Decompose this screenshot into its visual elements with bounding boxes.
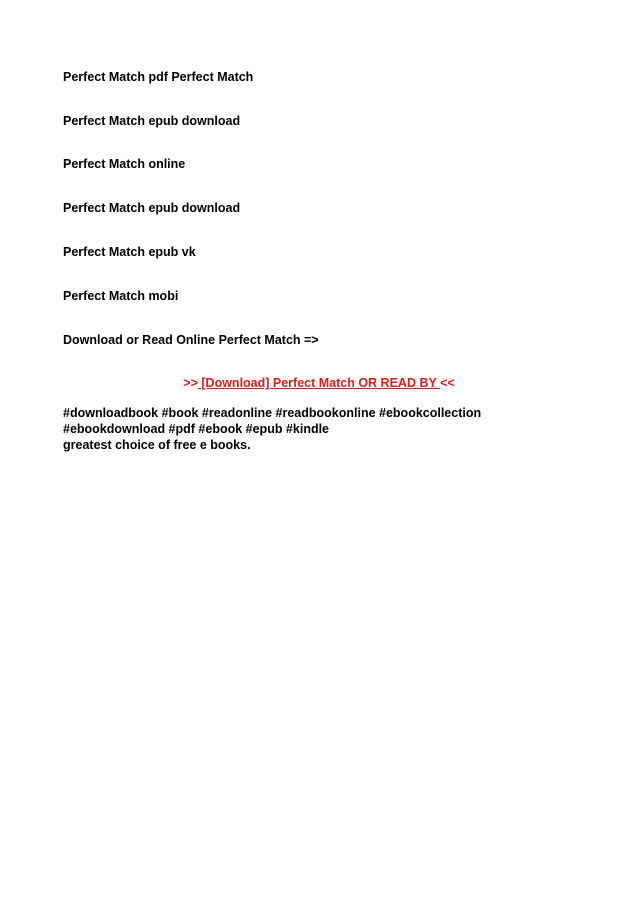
download-link[interactable]: [Download] Perfect Match OR READ BY	[197, 376, 441, 390]
text-line-pdf: Perfect Match pdf Perfect Match	[63, 70, 254, 84]
text-line-mobi: Perfect Match mobi	[63, 289, 179, 303]
tagline: greatest choice of free e books.	[63, 438, 251, 452]
hashtags-block	[63, 405, 481, 453]
text-line-epub-download-2: Perfect Match epub download	[63, 201, 241, 215]
hashtags-line-2: #ebookdownload #pdf #ebook #epub #kindle	[63, 422, 330, 436]
text-line-download-read-online: Download or Read Online Perfect Match =>	[63, 333, 319, 347]
link-prefix: >>	[183, 376, 198, 390]
link-suffix: <<	[440, 376, 455, 390]
text-line-epub-download: Perfect Match epub download	[63, 114, 241, 128]
text-line-online: Perfect Match online	[63, 157, 186, 171]
download-link-line	[63, 376, 575, 391]
text-line-epub-vk: Perfect Match epub vk	[63, 245, 196, 259]
hashtags-line-1: #downloadbook #book #readonline #readbookonline #ebookcollection	[63, 406, 482, 420]
